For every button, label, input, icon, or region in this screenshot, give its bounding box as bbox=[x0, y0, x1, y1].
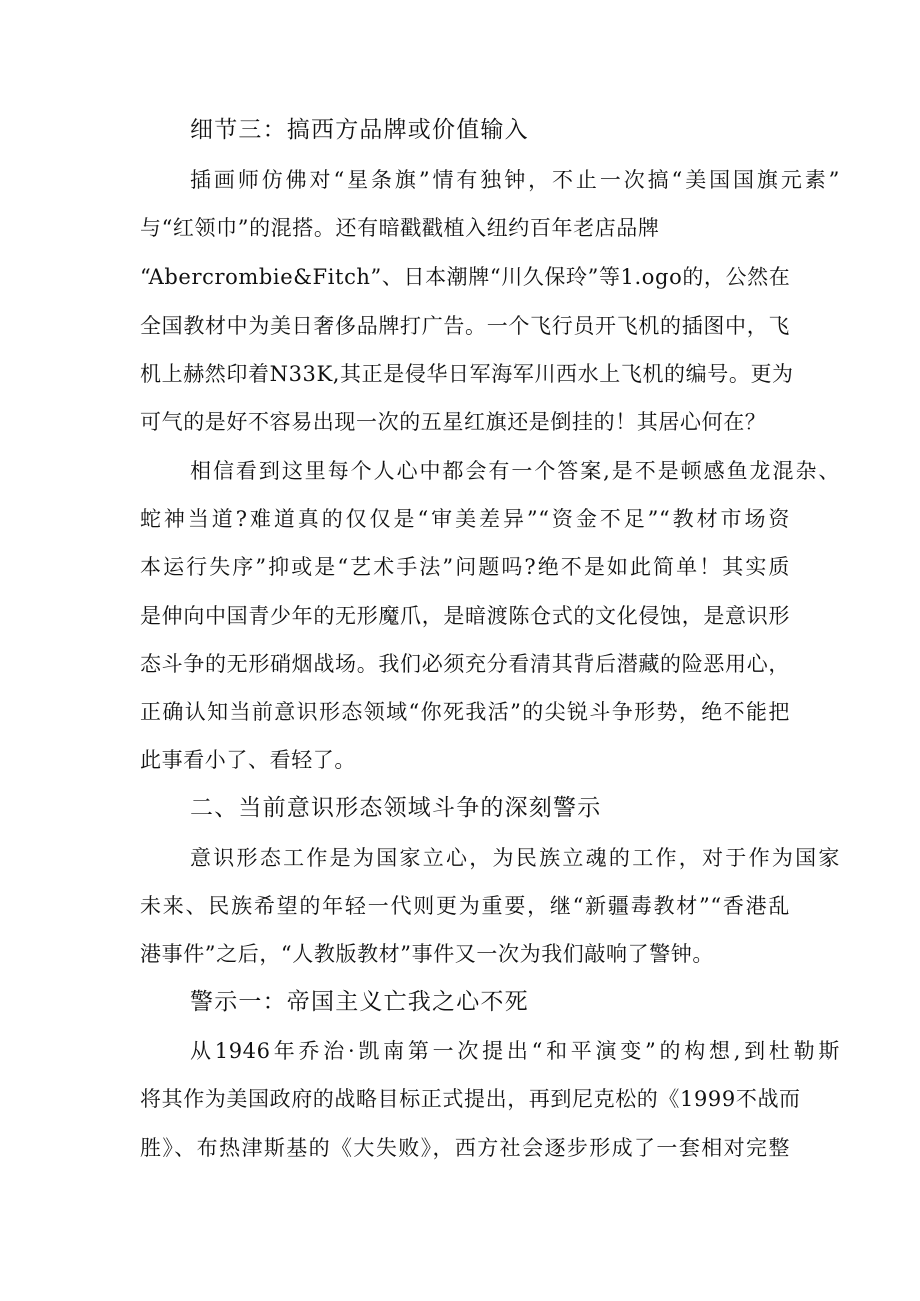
paragraph-line: 蛇神当道?难道真的仅仅是“审美差异”“资金不足”“教材市场资 bbox=[140, 507, 790, 531]
paragraph-line: 未来、民族希望的年轻一代则更为重要，继“新疆毒教材”“香港乱 bbox=[140, 894, 790, 918]
paragraph-line: 是伸向中国青少年的无形魔爪，是暗渡陈仓式的文化侵蚀，是意识形 bbox=[140, 604, 790, 628]
paragraph-line: 全国教材中为美日奢侈品牌打广告。一个飞行员开飞机的插图中，飞 bbox=[140, 314, 790, 338]
section-heading-detail-three: 细节三：搞西方品牌或价值输入 bbox=[190, 117, 529, 143]
paragraph-line: 机上赫然印着N33K,其正是侵华日军海军川西水上飞机的编号。更为 bbox=[140, 362, 794, 386]
paragraph-line: 态斗争的无形硝烟战场。我们必须充分看清其背后潜藏的险恶用心， bbox=[140, 652, 790, 676]
paragraph-line: 与“红领巾”的混搭。还有暗戳戳植入纽约百年老店品牌 bbox=[140, 216, 660, 240]
paragraph-line: 本运行失序”抑或是“艺术手法”问题吗?绝不是如此简单！其实质 bbox=[140, 555, 790, 579]
paragraph-line: 插画师仿佛对“星条旗”情有独钟，不止一次搞“美国国旗元素” bbox=[190, 168, 840, 192]
paragraph-line: 胜》、布热津斯基的《大失败》，西方社会逐步形成了一套相对完整 bbox=[140, 1136, 790, 1160]
paragraph-line: 意识形态工作是为国家立心，为民族立魂的工作，对于作为国家 bbox=[190, 846, 840, 870]
paragraph-line: 将其作为美国政府的战略目标正式提出，再到尼克松的《1999不战而 bbox=[140, 1087, 801, 1111]
paragraph-line: 相信看到这里每个人心中都会有一个答案,是不是顿感鱼龙混杂、 bbox=[190, 459, 840, 483]
paragraph-line: 从1946年乔治·凯南第一次提出“和平演变”的构想,到杜勒斯 bbox=[190, 1039, 840, 1063]
paragraph-line: “Abercrombie&Fitch”、日本潮牌“川久保玲”等1.ogo的，公然在 bbox=[140, 265, 791, 289]
paragraph-line: 港事件”之后，“人教版教材”事件又一次为我们敲响了警钟。 bbox=[140, 942, 715, 966]
paragraph-line: 可气的是好不容易出现一次的五星红旗还是倒挂的！其居心何在？ bbox=[140, 410, 767, 434]
paragraph-line: 正确认知当前意识形态领域“你死我活”的尖锐斗争形势，绝不能把 bbox=[140, 700, 790, 724]
paragraph-line: 此事看小了、看轻了。 bbox=[140, 748, 356, 772]
section-heading-warning-one: 警示一：帝国主义亡我之心不死 bbox=[190, 989, 529, 1015]
section-heading-warnings: 二、当前意识形态领域斗争的深刻警示 bbox=[190, 795, 602, 821]
